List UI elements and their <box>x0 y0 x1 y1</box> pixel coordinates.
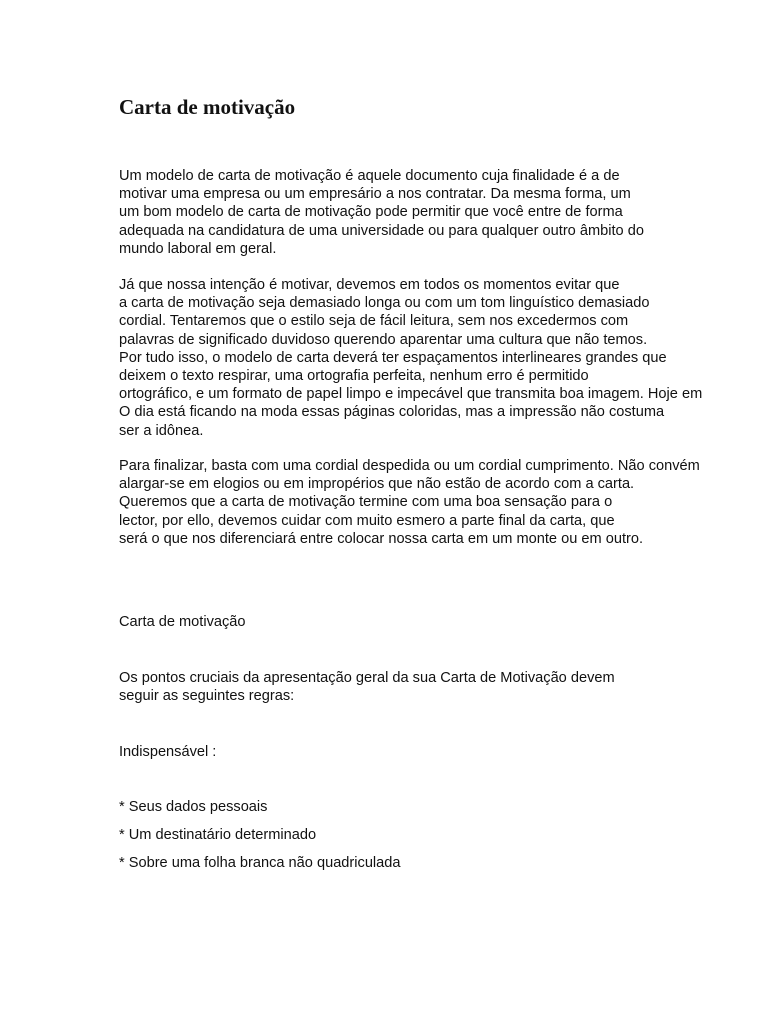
list-item: * Um destinatário determinado <box>119 827 317 843</box>
paragraph-line: palavras de significado duvidoso querendo aparentar uma cultura que não temos. <box>119 331 648 348</box>
paragraph-rules <box>119 669 615 705</box>
paragraph-line: seguir as seguintes regras: <box>119 688 295 705</box>
label-indispensavel: Indispensável : <box>119 744 217 760</box>
document-title: Carta de motivação <box>119 95 296 119</box>
paragraph-line: Os pontos cruciais da apresentação geral da sua Carta de Motivação devem <box>119 670 615 686</box>
paragraph-line: deixem o texto respirar, uma ortografia perfeita, nenhum erro é permitido <box>119 368 589 385</box>
paragraph-style <box>119 276 702 440</box>
paragraph-line: Para finalizar, basta com uma cordial despedida ou um cordial cumprimento. Não convém <box>119 458 700 474</box>
paragraph-intro <box>119 167 644 258</box>
paragraph-line: ser a idônea. <box>119 422 204 439</box>
paragraph-line: Queremos que a carta de motivação termine com uma boa sensação para o <box>119 494 613 511</box>
list-item: * Sobre uma folha branca não quadriculada <box>119 855 401 871</box>
paragraph-line: adequada na candidatura de uma universidade ou para qualquer outro âmbito do <box>119 222 644 239</box>
section-subheading: Carta de motivação <box>119 614 246 630</box>
paragraph-line: a carta de motivação seja demasiado longa ou com um tom linguístico demasiado <box>119 295 650 312</box>
list-item: * Seus dados pessoais <box>119 799 268 815</box>
paragraph-line: ortográfico, e um formato de papel limpo e impecável que transmita boa imagem. Hoje em <box>119 386 703 403</box>
paragraph-line: Já que nossa intenção é motivar, devemos em todos os momentos evitar que <box>119 277 620 293</box>
paragraph-line: mundo laboral em geral. <box>119 240 277 257</box>
paragraph-line: cordial. Tentaremos que o estilo seja de fácil leitura, sem nos excedermos com <box>119 313 629 330</box>
paragraph-line: O dia está ficando na moda essas páginas coloridas, mas a impressão não costuma <box>119 404 665 421</box>
paragraph-closing <box>119 457 700 548</box>
paragraph-line: Por tudo isso, o modelo de carta deverá ter espaçamentos interlineares grandes que <box>119 349 667 366</box>
paragraph-line: um bom modelo de carta de motivação pode permitir que você entre de forma <box>119 204 623 221</box>
paragraph-line: motivar uma empresa ou um empresário a nos contratar. Da mesma forma, um <box>119 186 631 203</box>
paragraph-line: será o que nos diferenciará entre colocar nossa carta em um monte ou em outro. <box>119 530 644 547</box>
paragraph-line: lector, por ello, devemos cuidar com muito esmero a parte final da carta, que <box>119 512 615 529</box>
paragraph-line: alargar-se em elogios ou em impropérios que não estão de acordo com a carta. <box>119 476 635 493</box>
paragraph-line: Um modelo de carta de motivação é aquele documento cuja finalidade é a de <box>119 168 620 184</box>
